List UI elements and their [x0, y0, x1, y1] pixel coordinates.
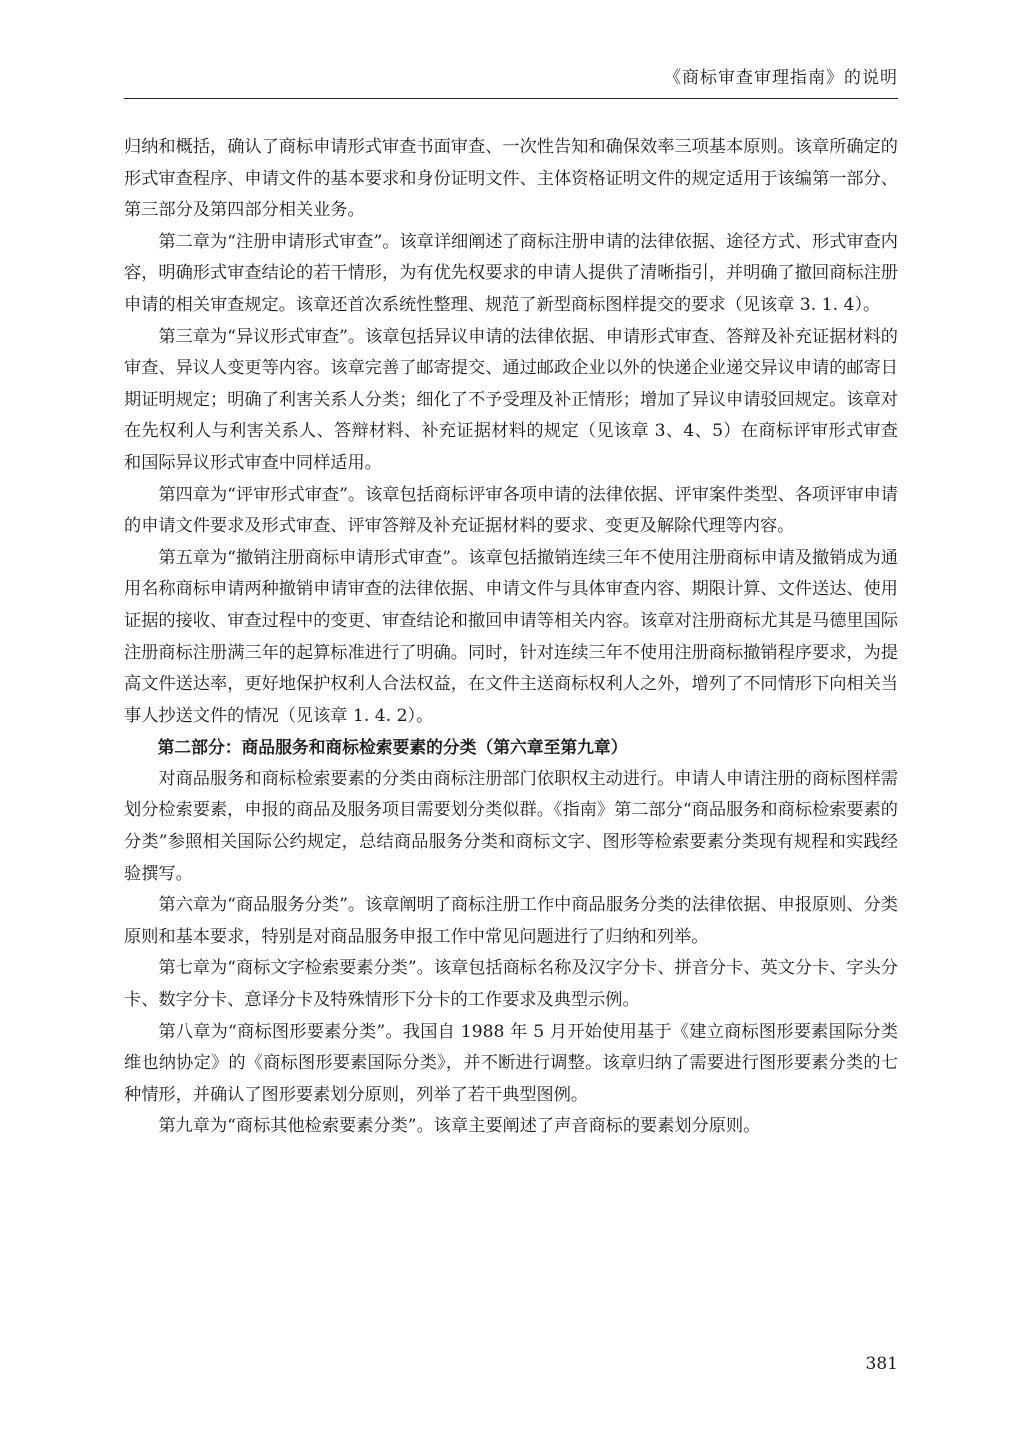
- page-number: 381: [865, 1354, 898, 1374]
- body-text: [124, 132, 898, 1143]
- paragraph-chapter-5: 第五章为“撤销注册商标申请形式审查”。该章包括撤销连续三年不使用注册商标申请及撤销成为通用名称商标申请两种撤销申请审查的法律依据、申请文件与具体审查内容、期限计算、文件送达、使用证据的接收、审查过程中的变更、审查结论和撤回申请等相关内容。该章对注册商标尤其是马德里国际注册商标注册满三年的起算标准进行了明确。同时，针对连续三年不使用注册商标撤销程序要求，为提高文件送达率，更好地保护权利人合法权益，在文件主送商标权利人之外，增列了不同情形下向相关当事人抄送文件的情况（见该章 1. 4. 2）。: [124, 547, 898, 726]
- running-header: 《商标审查审理指南》的说明: [664, 68, 898, 88]
- header-rule: [124, 98, 898, 99]
- paragraph-chapter-7: 第七章为“商标文字检索要素分类”。该章包括商标名称及汉字分卡、拼音分卡、英文分卡、字头分卡、数字分卡、意译分卡及特殊情形下分卡的工作要求及典型示例。: [124, 958, 898, 1011]
- paragraph-chapter-8: 第八章为“商标图形要素分类”。我国自 1988 年 5 月开始使用基于《建立商标图形要素国际分类维也纳协定》的《商标图形要素国际分类》，并不断进行调整。该章归纳了需要进行图形要素分类的七种情形，并确认了图形要素划分原则，列举了若干典型图例。: [124, 1021, 898, 1105]
- paragraph-continuation: 归纳和概括，确认了商标申请形式审查书面审查、一次性告知和确保效率三项基本原则。该章所确定的形式审查程序、申请文件的基本要求和身份证明文件、主体资格证明文件的规定适用于该编第一部分、第三部分及第四部分相关业务。: [124, 137, 898, 221]
- paragraph-chapter-3: 第三章为“异议形式审查”。该章包括异议申请的法律依据、申请形式审查、答辩及补充证据材料的审查、异议人变更等内容。该章完善了邮寄提交、通过邮政企业以外的快递企业递交异议申请的邮寄日期证明规定；明确了利害关系人分类；细化了不予受理及补正情形；增加了异议申请驳回规定。该章对在先权利人与利害关系人、答辩材料、补充证据材料的规定（见该章 3、4、5）在商标评审形式审查和国际异议形式审查中同样适用。: [124, 326, 898, 473]
- paragraph-part-2-intro: 对商品服务和商标检索要素的分类由商标注册部门依职权主动进行。申请人申请注册的商标图样需划分检索要素，申报的商品及服务项目需要划分类似群。《指南》第二部分“商品服务和商标检索要素的分类”参照相关国际公约规定，总结商品服务分类和商标文字、图形等检索要素分类现有规程和实践经验撰写。: [124, 768, 898, 884]
- paragraph-chapter-2: 第二章为“注册申请形式审查”。该章详细阐述了商标注册申请的法律依据、途径方式、形式审查内容，明确形式审查结论的若干情形，为有优先权要求的申请人提供了清晰指引，并明确了撤回商标注册申请的相关审查规定。该章还首次系统性整理、规范了新型商标图样提交的要求（见该章 3. 1. 4）。: [124, 231, 898, 315]
- paragraph-chapter-6: 第六章为“商品服务分类”。该章阐明了商标注册工作中商品服务分类的法律依据、申报原则、分类原则和基本要求，特别是对商品服务申报工作中常见问题进行了归纳和列举。: [124, 895, 898, 947]
- paragraph-chapter-9: 第九章为“商标其他检索要素分类”。该章主要阐述了声音商标的要素划分原则。: [158, 1116, 761, 1137]
- paragraph-chapter-4: 第四章为“评审形式审查”。该章包括商标评审各项申请的法律依据、评审案件类型、各项评审申请的申请文件要求及形式审查、评审答辩及补充证据材料的要求、变更及解除代理等内容。: [124, 484, 898, 537]
- section-heading-part-2: 第二部分：商品服务和商标检索要素的分类（第六章至第九章）: [157, 737, 628, 758]
